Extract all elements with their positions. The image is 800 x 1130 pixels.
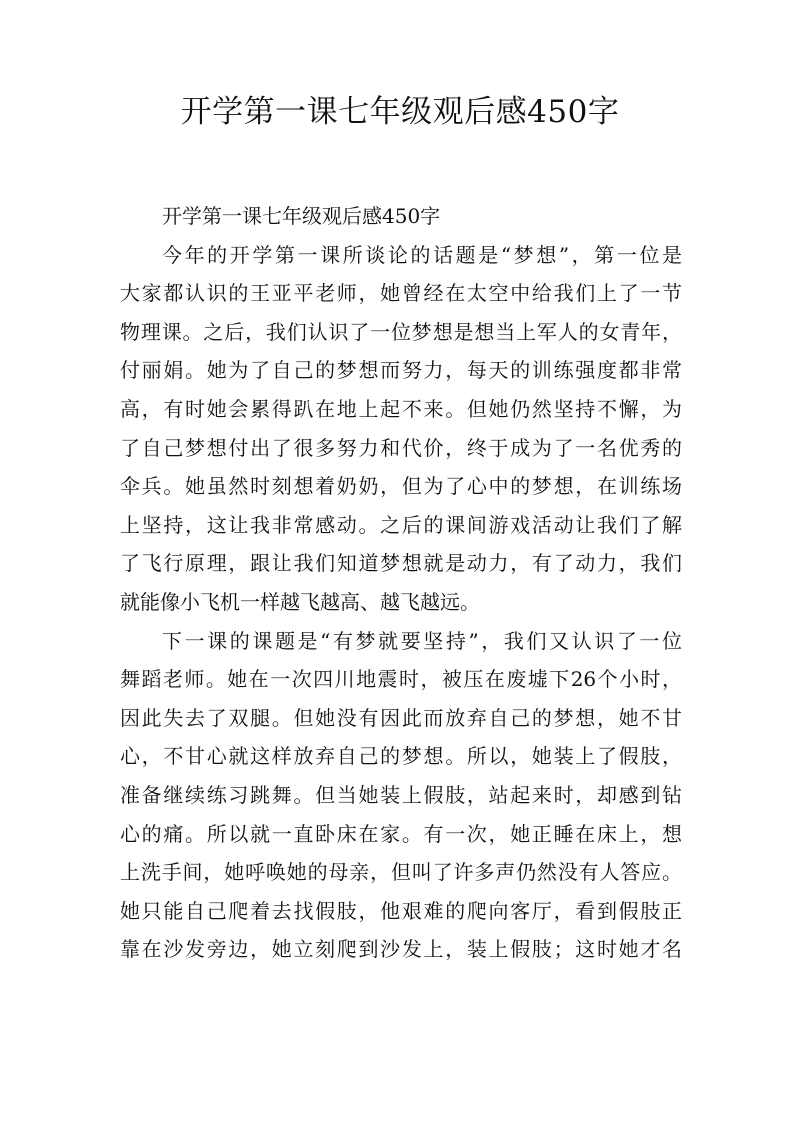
paragraph-line: 心的痛。所以就一直卧床在家。有一次，她正睡在床上，想 [120,821,682,846]
paragraph-line: 伞兵。她虽然时刻想着奶奶，但为了心中的梦想，在训练场 [120,474,682,499]
paragraph-line: 下一课的课题是“有梦就要坚持”，我们又认识了一位 [162,628,682,653]
paragraph-line: 付丽娟。她为了自己的梦想而努力，每天的训练强度都非常 [120,358,682,383]
paragraph-line: 上坚持，这让我非常感动。之后的课间游戏活动让我们了解 [120,512,682,537]
paragraph-line: 今年的开学第一课所谈论的话题是“梦想”，第一位是 [162,242,682,267]
paragraph-line: 上洗手间，她呼唤她的母亲，但叫了许多声仍然没有人答应。 [120,860,682,885]
paragraph-line: 因此失去了双腿。但她没有因此而放弃自己的梦想，她不甘 [120,705,682,730]
paragraph-line: 大家都认识的王亚平老师，她曾经在太空中给我们上了一节 [120,281,682,306]
paragraph-line: 她只能自己爬着去找假肢，他艰难的爬向客厅，看到假肢正 [120,898,682,923]
paragraph-line: 准备继续练习跳舞。但当她装上假肢，站起来时，却感到钻 [120,782,682,807]
document-body [120,197,682,969]
paragraph-line: 物理课。之后，我们认识了一位梦想是想当上军人的女青年， [120,319,682,344]
document-title: 开学第一课七年级观后感450字 [180,94,620,130]
subtitle-line: 开学第一课七年级观后感450字 [162,204,441,228]
paragraph-line: 靠在沙发旁边，她立刻爬到沙发上，装上假肢；这时她才名 [120,937,682,962]
paragraph-line: 就能像小飞机一样越飞越高、越飞越远。 [120,589,480,614]
paragraph-line: 心，不甘心就这样放弃自己的梦想。所以，她装上了假肢， [120,744,682,769]
paragraph-line: 了自己梦想付出了很多努力和代价，终于成为了一名优秀的 [120,435,682,460]
paragraph-line: 了飞行原理，跟让我们知道梦想就是动力，有了动力，我们 [120,551,682,576]
paragraph-line: 舞蹈老师。她在一次四川地震时，被压在废墟下26个小时， [120,667,682,692]
paragraph-line: 高，有时她会累得趴在地上起不来。但她仍然坚持不懈，为 [120,396,682,421]
